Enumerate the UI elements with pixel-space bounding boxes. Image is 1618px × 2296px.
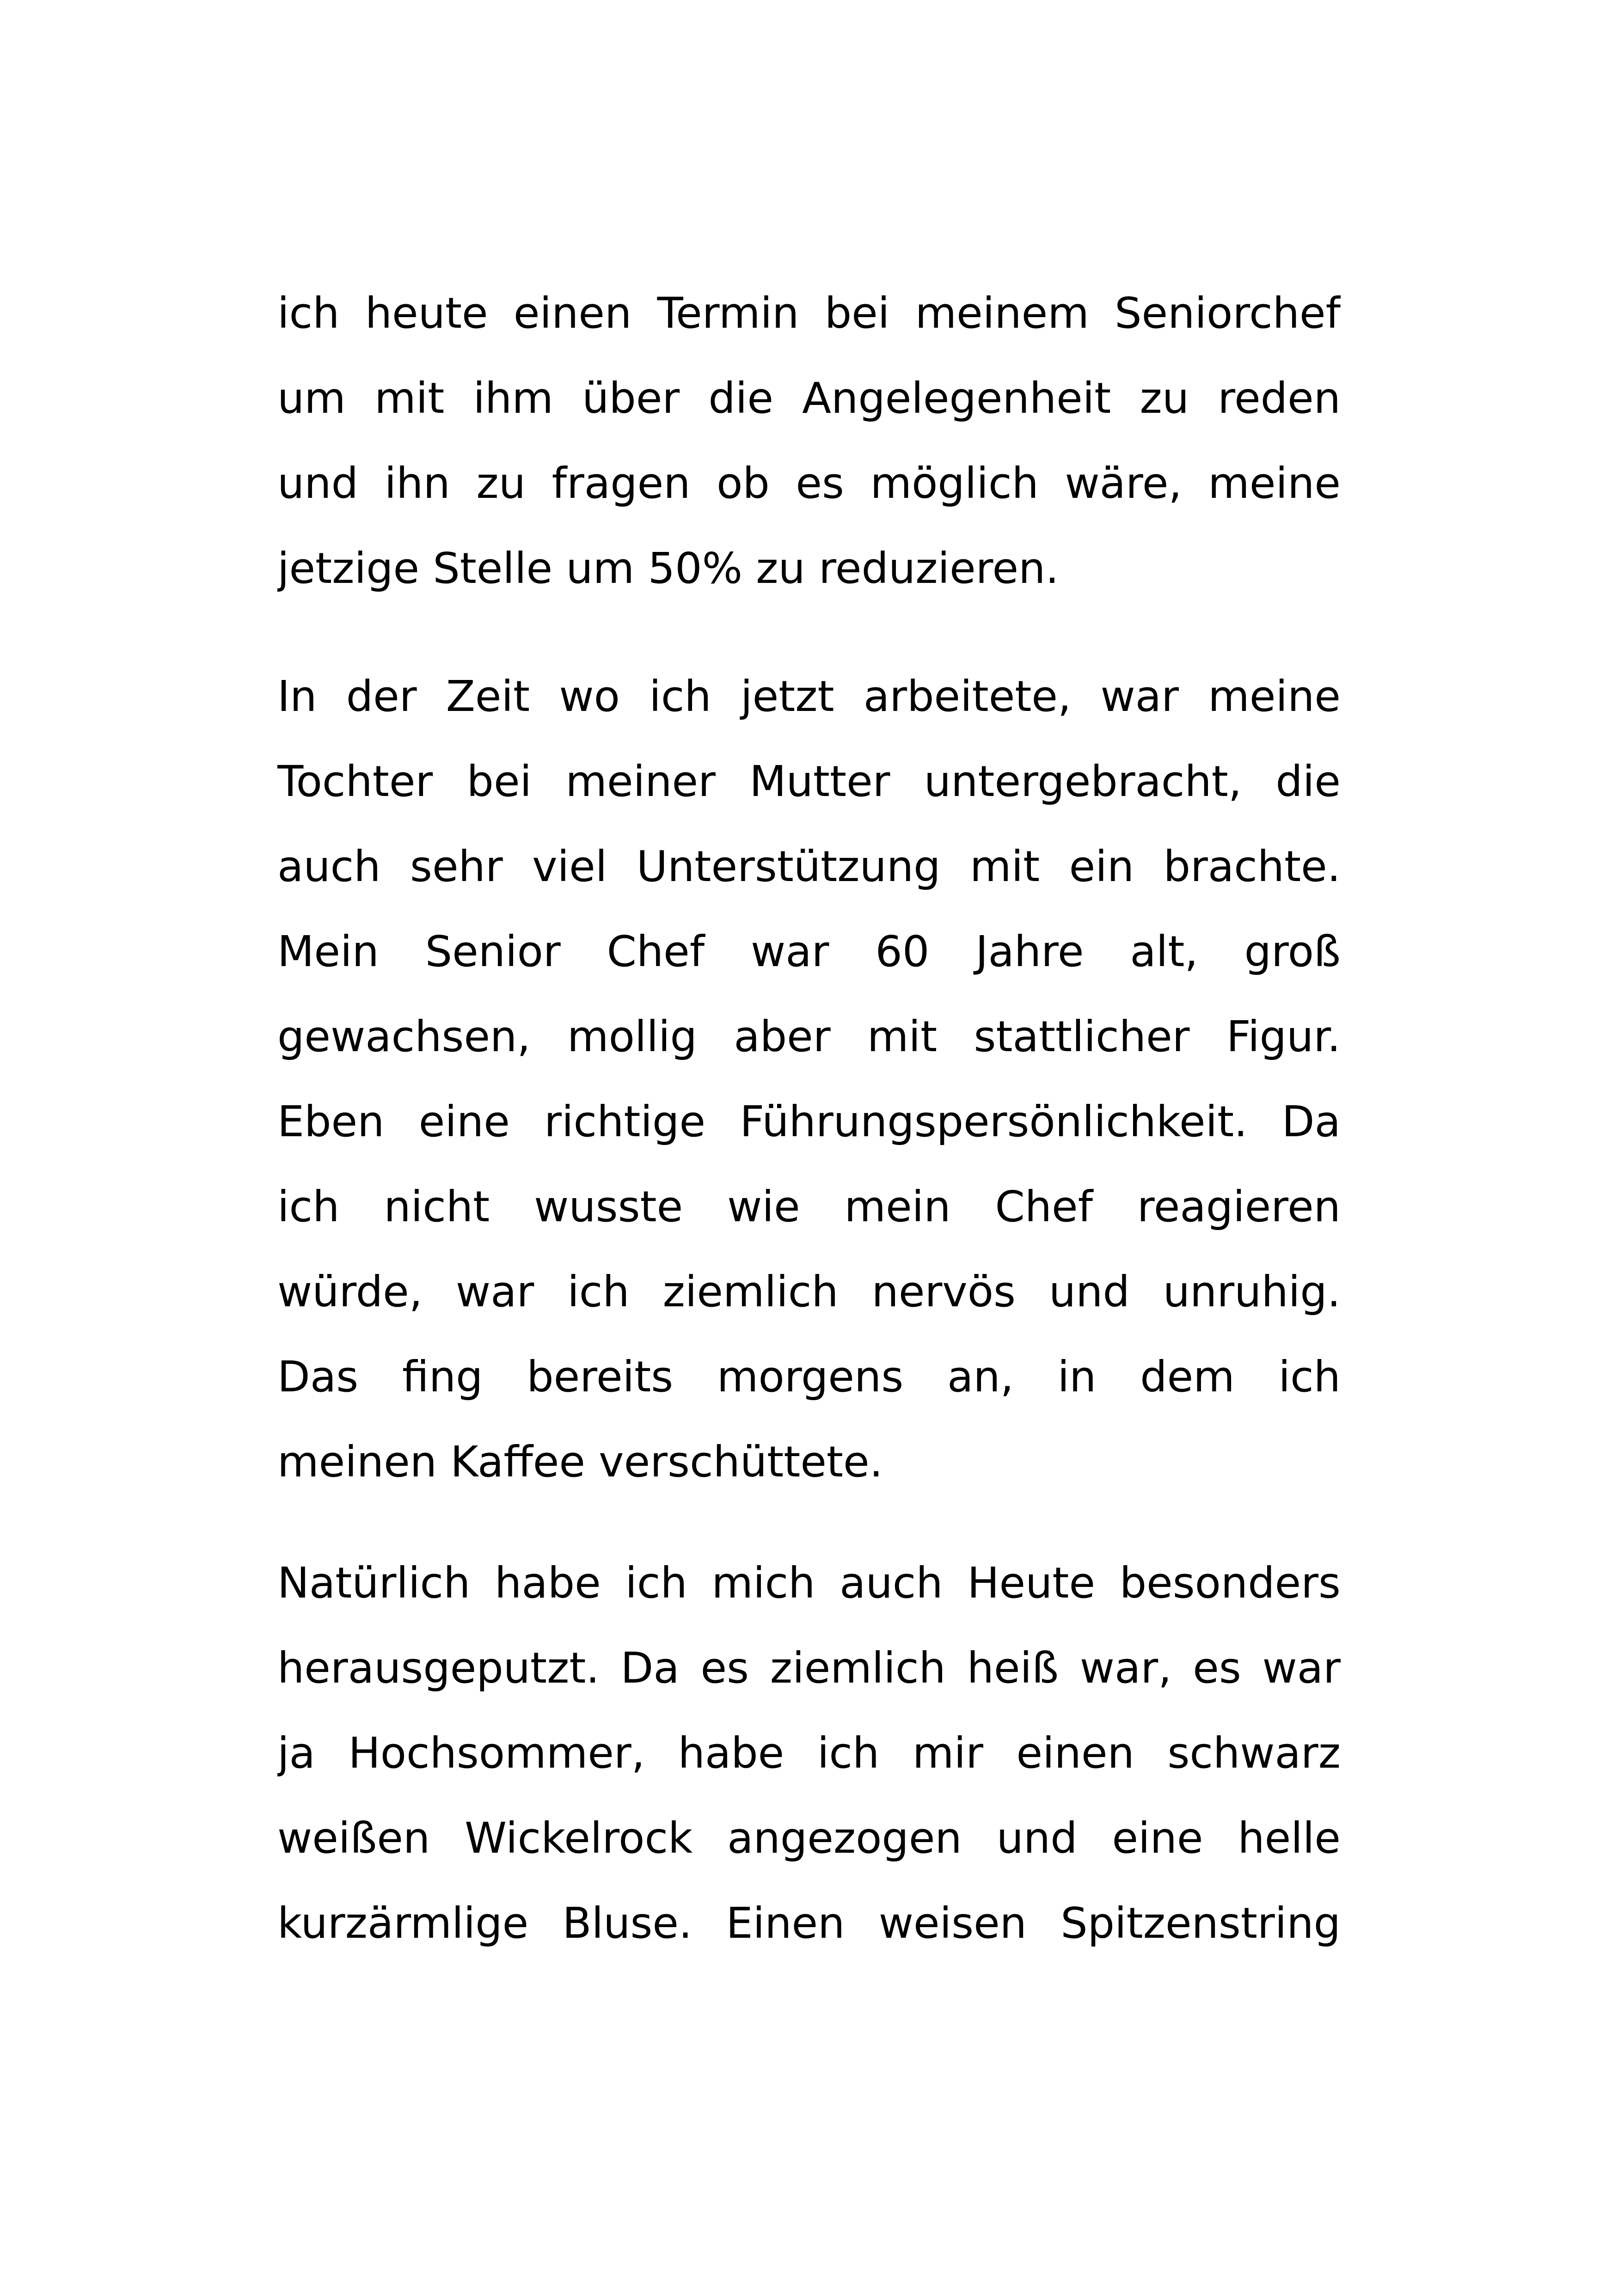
text-line: Mein Senior Chef war 60 Jahre alt, groß bbox=[277, 927, 1341, 976]
paragraph-2 bbox=[277, 654, 1341, 1505]
paragraph-1 bbox=[277, 271, 1341, 611]
paragraph-3 bbox=[277, 1541, 1341, 1966]
text-line: In der Zeit wo ich jetzt arbeitete, war meine bbox=[277, 672, 1341, 721]
text-line: herausgeputzt. Da es ziemlich heiß war, es war bbox=[277, 1643, 1341, 1693]
text-line: Das fing bereits morgens an, in dem ich bbox=[277, 1352, 1341, 1402]
text-line: Tochter bei meiner Mutter untergebracht, die bbox=[277, 757, 1341, 806]
text-line: weißen Wickelrock angezogen und eine helle bbox=[277, 1813, 1341, 1863]
text-line: um mit ihm über die Angelegenheit zu reden bbox=[277, 373, 1341, 423]
text-line: gewachsen, mollig aber mit stattlicher Figur. bbox=[277, 1012, 1341, 1061]
text-line: würde, war ich ziemlich nervös und unruhig. bbox=[277, 1267, 1341, 1316]
text-line: und ihn zu fragen ob es möglich wäre, meine bbox=[277, 459, 1341, 508]
text-line: Eben eine richtige Führungspersönlichkeit. Da bbox=[277, 1097, 1341, 1146]
text-line: ich heute einen Termin bei meinem Seniorchef bbox=[277, 288, 1341, 338]
text-line: jetzige Stelle um 50% zu reduzieren. bbox=[277, 544, 1059, 593]
text-line: Natürlich habe ich mich auch Heute besonders bbox=[277, 1558, 1341, 1608]
text-line: kurzärmlige Bluse. Einen weisen Spitzenstring bbox=[277, 1898, 1341, 1948]
text-line: ja Hochsommer, habe ich mir einen schwarz bbox=[277, 1728, 1341, 1778]
text-line: auch sehr viel Unterstützung mit ein brachte. bbox=[277, 842, 1341, 891]
text-line: meinen Kaffee verschüttete. bbox=[277, 1437, 883, 1487]
text-line: ich nicht wusste wie mein Chef reagieren bbox=[277, 1182, 1341, 1231]
